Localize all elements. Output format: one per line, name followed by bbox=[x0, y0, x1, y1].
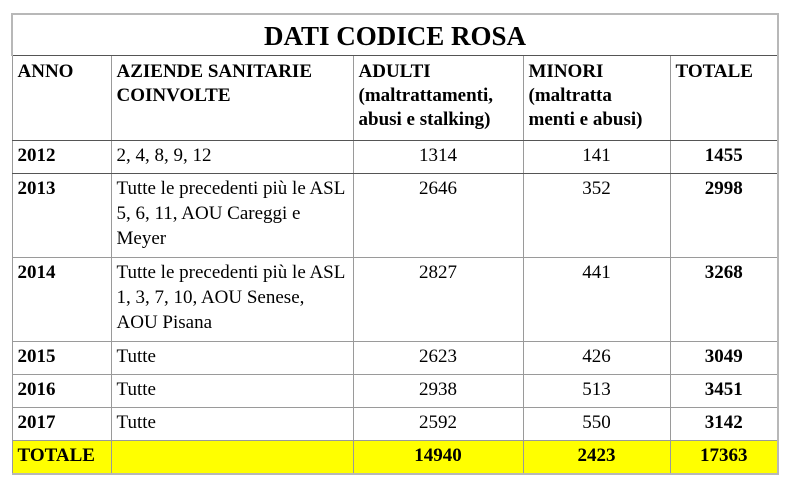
header-totale bbox=[670, 56, 778, 141]
header-anno bbox=[12, 56, 111, 141]
cell-adulti: 2623 bbox=[353, 342, 523, 375]
total-row bbox=[12, 441, 778, 475]
cell-adulti: 2592 bbox=[353, 408, 523, 441]
header-aziende-line2: COINVOLTE bbox=[116, 85, 231, 106]
cell-minori: 513 bbox=[523, 375, 670, 408]
table-row bbox=[12, 258, 778, 342]
total-aziende bbox=[111, 441, 353, 475]
cell-minori: 441 bbox=[523, 258, 670, 342]
cell-minori: 352 bbox=[523, 174, 670, 258]
table-row bbox=[12, 174, 778, 258]
cell-totale: 1455 bbox=[670, 141, 778, 174]
header-aziende-line1: AZIENDE SANITARIE bbox=[116, 61, 313, 82]
table-title-row bbox=[12, 14, 778, 56]
header-adulti-line1: ADULTI bbox=[358, 61, 431, 82]
header-minori-line3: menti e abusi) bbox=[528, 109, 643, 130]
cell-adulti: 2646 bbox=[353, 174, 523, 258]
header-minori bbox=[523, 56, 670, 141]
cell-aziende: Tutte bbox=[111, 408, 353, 441]
cell-aziende: Tutte bbox=[111, 375, 353, 408]
table-header-row bbox=[12, 56, 778, 141]
cell-aziende: 2, 4, 8, 9, 12 bbox=[111, 141, 353, 174]
total-label: TOTALE bbox=[12, 441, 111, 475]
header-adulti-line3: abusi e stalking) bbox=[358, 109, 491, 130]
table-row bbox=[12, 408, 778, 441]
cell-anno: 2017 bbox=[12, 408, 111, 441]
cell-anno: 2012 bbox=[12, 141, 111, 174]
cell-anno: 2016 bbox=[12, 375, 111, 408]
total-adulti: 14940 bbox=[353, 441, 523, 475]
table-row bbox=[12, 141, 778, 174]
header-adulti-line2: (maltrattamenti, bbox=[358, 85, 494, 106]
cell-totale: 2998 bbox=[670, 174, 778, 258]
header-minori-line1: MINORI bbox=[528, 61, 604, 82]
codice-rosa-table bbox=[11, 13, 779, 475]
table-row bbox=[12, 342, 778, 375]
cell-minori: 426 bbox=[523, 342, 670, 375]
cell-minori: 550 bbox=[523, 408, 670, 441]
header-anno-label: ANNO bbox=[17, 61, 74, 82]
cell-aziende: Tutte le precedenti più le ASL 5, 6, 11, AOU Careggi e Meyer bbox=[111, 174, 353, 258]
cell-adulti: 1314 bbox=[353, 141, 523, 174]
total-minori: 2423 bbox=[523, 441, 670, 475]
cell-minori: 141 bbox=[523, 141, 670, 174]
table-row bbox=[12, 375, 778, 408]
cell-totale: 3268 bbox=[670, 258, 778, 342]
header-adulti bbox=[353, 56, 523, 141]
cell-anno: 2014 bbox=[12, 258, 111, 342]
cell-anno: 2013 bbox=[12, 174, 111, 258]
cell-totale: 3142 bbox=[670, 408, 778, 441]
header-aziende bbox=[111, 56, 353, 141]
cell-aziende: Tutte bbox=[111, 342, 353, 375]
cell-adulti: 2938 bbox=[353, 375, 523, 408]
cell-totale: 3451 bbox=[670, 375, 778, 408]
cell-adulti: 2827 bbox=[353, 258, 523, 342]
header-minori-line2: (maltratta bbox=[528, 85, 612, 106]
table-title: DATI CODICE ROSA bbox=[12, 14, 778, 56]
cell-anno: 2015 bbox=[12, 342, 111, 375]
total-totale: 17363 bbox=[670, 441, 778, 475]
cell-aziende: Tutte le precedenti più le ASL 1, 3, 7, 10, AOU Senese, AOU Pisana bbox=[111, 258, 353, 342]
cell-totale: 3049 bbox=[670, 342, 778, 375]
header-totale-label: TOTALE bbox=[675, 61, 753, 82]
